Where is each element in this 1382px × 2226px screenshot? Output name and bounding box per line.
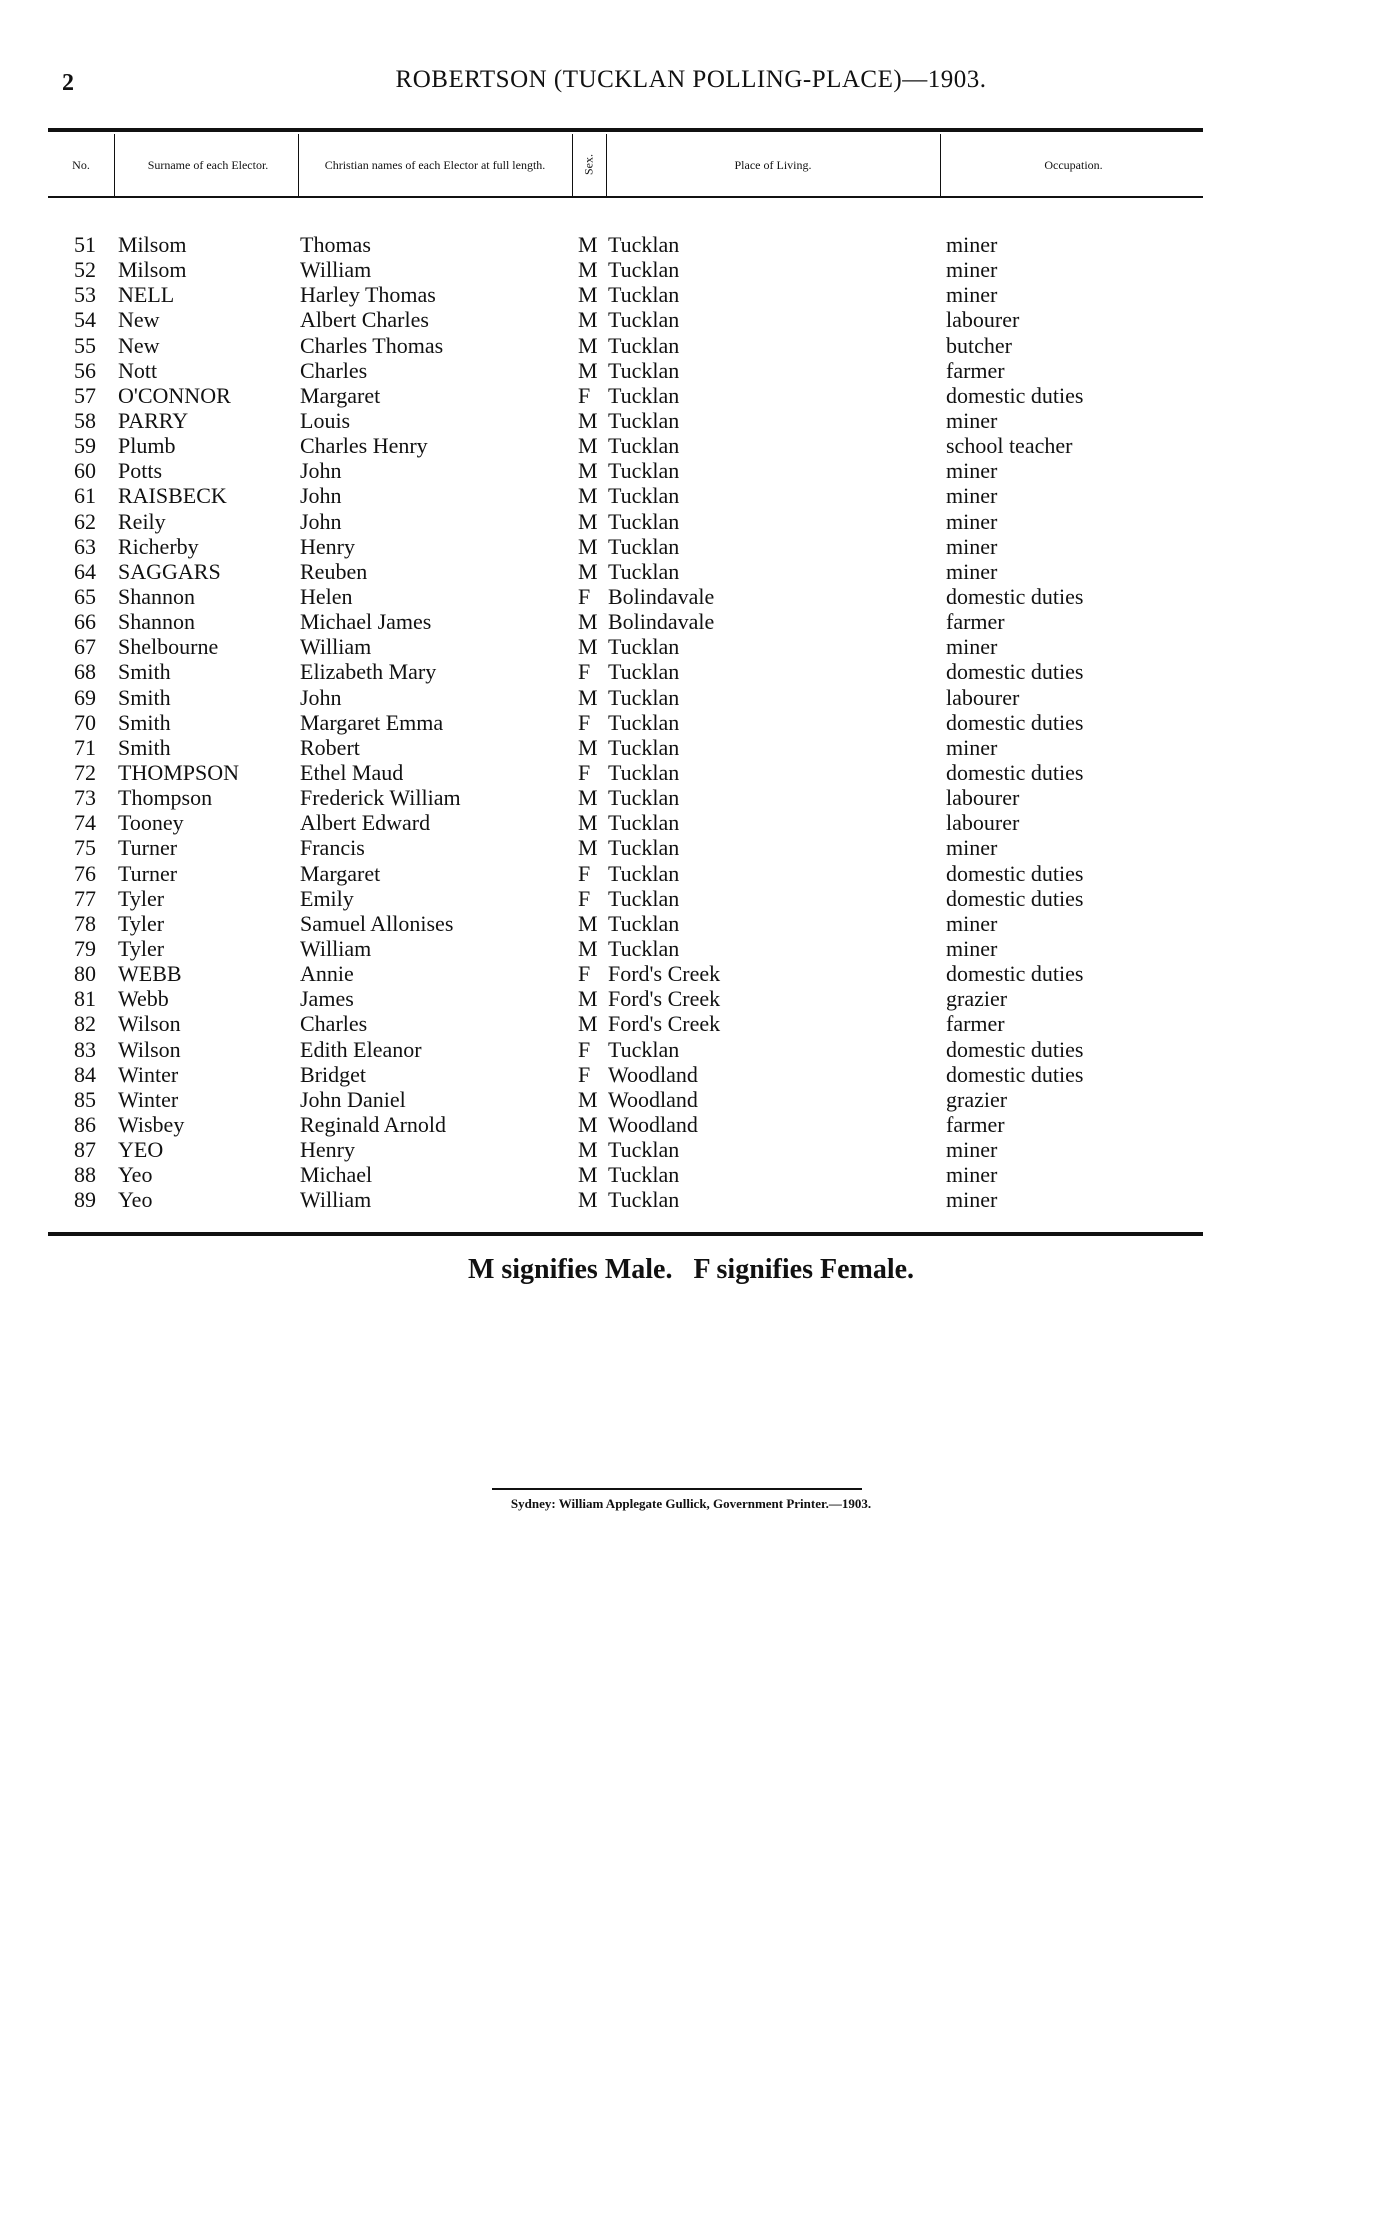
- table-row: [0, 1162, 1382, 1187]
- table-row: [0, 1137, 1382, 1162]
- elector-number: 74: [74, 810, 96, 836]
- elector-place-of-living: Tucklan: [608, 483, 680, 509]
- elector-place-of-living: Tucklan: [608, 835, 680, 861]
- elector-place-of-living: Tucklan: [608, 810, 680, 836]
- table-row: [0, 835, 1382, 860]
- elector-sex: M: [578, 458, 598, 484]
- elector-place-of-living: Ford's Creek: [608, 986, 721, 1012]
- elector-occupation: miner: [946, 508, 998, 534]
- elector-christian-names: Emily: [300, 885, 354, 911]
- elector-sex: M: [578, 1086, 598, 1112]
- table-row: [0, 333, 1382, 358]
- table-row: [0, 961, 1382, 986]
- elector-occupation: farmer: [946, 609, 1005, 635]
- elector-occupation: farmer: [946, 1011, 1005, 1037]
- elector-place-of-living: Woodland: [608, 1061, 698, 1087]
- elector-number: 82: [74, 1011, 96, 1037]
- elector-sex: F: [578, 709, 591, 735]
- elector-number: 55: [74, 332, 96, 358]
- elector-sex: M: [578, 910, 598, 936]
- elector-number: 57: [74, 382, 96, 408]
- elector-number: 66: [74, 609, 96, 635]
- elector-surname: THOMPSON: [118, 759, 240, 785]
- elector-sex: F: [578, 885, 591, 911]
- table-row: [0, 282, 1382, 307]
- elector-surname: New: [118, 332, 160, 358]
- elector-christian-names: Margaret: [300, 382, 381, 408]
- elector-occupation: miner: [946, 1162, 998, 1188]
- elector-occupation: domestic duties: [946, 759, 1084, 785]
- table-row: [0, 810, 1382, 835]
- table-row: [0, 1062, 1382, 1087]
- header-occupation: Occupation.: [1044, 157, 1103, 172]
- table-row: [0, 383, 1382, 408]
- elector-place-of-living: Tucklan: [608, 407, 680, 433]
- elector-number: 89: [74, 1187, 96, 1213]
- elector-surname: Shannon: [118, 609, 195, 635]
- table-row: [0, 659, 1382, 684]
- elector-christian-names: John: [300, 458, 342, 484]
- elector-christian-names: William: [300, 1187, 372, 1213]
- table-row: [0, 257, 1382, 282]
- elector-occupation: miner: [946, 458, 998, 484]
- elector-occupation: labourer: [946, 785, 1020, 811]
- elector-surname: O'CONNOR: [118, 382, 231, 408]
- elector-occupation: miner: [946, 835, 998, 861]
- elector-number: 81: [74, 986, 96, 1012]
- elector-place-of-living: Bolindavale: [608, 609, 715, 635]
- elector-surname: Milsom: [118, 232, 187, 257]
- elector-sex: M: [578, 935, 598, 961]
- elector-sex: M: [578, 684, 598, 710]
- elector-number: 83: [74, 1036, 96, 1062]
- elector-place-of-living: Tucklan: [608, 734, 680, 760]
- elector-place-of-living: Tucklan: [608, 433, 680, 459]
- elector-occupation: miner: [946, 734, 998, 760]
- elector-sex: M: [578, 810, 598, 836]
- elector-christian-names: Ethel Maud: [300, 759, 404, 785]
- header-top-rule: [48, 128, 1203, 132]
- elector-number: 58: [74, 407, 96, 433]
- elector-surname: Turner: [118, 835, 178, 861]
- table-row: [0, 936, 1382, 961]
- elector-place-of-living: Tucklan: [608, 1137, 680, 1163]
- elector-place-of-living: Tucklan: [608, 558, 680, 584]
- elector-number: 88: [74, 1162, 96, 1188]
- elector-christian-names: Albert Edward: [300, 810, 431, 836]
- elector-christian-names: Margaret: [300, 860, 381, 886]
- elector-christian-names: William: [300, 257, 372, 283]
- elector-occupation: school teacher: [946, 433, 1073, 459]
- elector-number: 85: [74, 1086, 96, 1112]
- elector-place-of-living: Tucklan: [608, 232, 680, 257]
- elector-number: 86: [74, 1111, 96, 1137]
- table-row: [0, 559, 1382, 584]
- elector-christian-names: Charles Henry: [300, 433, 428, 459]
- table-row: [0, 1037, 1382, 1062]
- elector-surname: Smith: [118, 734, 171, 760]
- elector-occupation: domestic duties: [946, 860, 1084, 886]
- elector-occupation: farmer: [946, 357, 1005, 383]
- elector-surname: Plumb: [118, 433, 176, 459]
- table-row: [0, 307, 1382, 332]
- elector-christian-names: Michael: [300, 1162, 373, 1188]
- table-row: [0, 735, 1382, 760]
- elector-surname: New: [118, 307, 160, 333]
- elector-christian-names: Reginald Arnold: [300, 1111, 447, 1137]
- elector-occupation: miner: [946, 483, 998, 509]
- elector-christian-names: Annie: [300, 961, 354, 987]
- elector-number: 76: [74, 860, 96, 886]
- elector-christian-names: James: [300, 986, 354, 1012]
- table-row: [0, 408, 1382, 433]
- elector-christian-names: Michael James: [300, 609, 432, 635]
- elector-surname: Turner: [118, 860, 178, 886]
- elector-place-of-living: Tucklan: [608, 684, 680, 710]
- table-row: [0, 685, 1382, 710]
- elector-number: 61: [74, 483, 96, 509]
- table-row: [0, 785, 1382, 810]
- elector-number: 73: [74, 785, 96, 811]
- elector-occupation: domestic duties: [946, 885, 1084, 911]
- elector-occupation: domestic duties: [946, 382, 1084, 408]
- elector-christian-names: Robert: [300, 734, 360, 760]
- elector-sex: F: [578, 860, 591, 886]
- elector-occupation: miner: [946, 935, 998, 961]
- elector-occupation: grazier: [946, 1086, 1008, 1112]
- elector-sex: M: [578, 357, 598, 383]
- header-divider: [606, 134, 607, 196]
- elector-place-of-living: Tucklan: [608, 382, 680, 408]
- elector-occupation: grazier: [946, 986, 1008, 1012]
- elector-christian-names: John: [300, 508, 342, 534]
- elector-surname: Shannon: [118, 583, 195, 609]
- elector-occupation: domestic duties: [946, 583, 1084, 609]
- elector-sex: M: [578, 433, 598, 459]
- header-divider: [114, 134, 115, 196]
- elector-sex: M: [578, 307, 598, 333]
- elector-occupation: farmer: [946, 1111, 1005, 1137]
- elector-place-of-living: Tucklan: [608, 860, 680, 886]
- elector-christian-names: John: [300, 684, 342, 710]
- elector-number: 65: [74, 583, 96, 609]
- elector-sex: M: [578, 1162, 598, 1188]
- elector-place-of-living: Tucklan: [608, 759, 680, 785]
- elector-occupation: miner: [946, 634, 998, 660]
- elector-surname: Yeo: [118, 1187, 153, 1213]
- elector-christian-names: John Daniel: [300, 1086, 406, 1112]
- elector-sex: F: [578, 382, 591, 408]
- elector-number: 56: [74, 357, 96, 383]
- elector-number: 84: [74, 1061, 96, 1087]
- elector-sex: M: [578, 609, 598, 635]
- elector-place-of-living: Tucklan: [608, 508, 680, 534]
- header-divider: [572, 134, 573, 196]
- elector-number: 67: [74, 634, 96, 660]
- elector-christian-names: Harley Thomas: [300, 282, 436, 308]
- elector-sex: M: [578, 483, 598, 509]
- elector-christian-names: Louis: [300, 407, 351, 433]
- elector-sex: F: [578, 759, 591, 785]
- header-divider: [940, 134, 941, 196]
- elector-sex: F: [578, 659, 591, 685]
- table-row: [0, 534, 1382, 559]
- elector-surname: YEO: [118, 1137, 164, 1163]
- elector-surname: WEBB: [118, 961, 182, 987]
- elector-place-of-living: Tucklan: [608, 533, 680, 559]
- elector-sex: M: [578, 332, 598, 358]
- elector-surname: Tyler: [118, 935, 165, 961]
- elector-christian-names: Charles Thomas: [300, 332, 444, 358]
- elector-occupation: miner: [946, 533, 998, 559]
- header-place: Place of Living.: [734, 157, 812, 172]
- elector-christian-names: Thomas: [300, 232, 371, 257]
- table-row: [0, 584, 1382, 609]
- elector-number: 70: [74, 709, 96, 735]
- elector-christian-names: Charles: [300, 357, 368, 383]
- table-row: [0, 358, 1382, 383]
- elector-christian-names: Bridget: [300, 1061, 366, 1087]
- elector-sex: F: [578, 1036, 591, 1062]
- elector-christian-names: Samuel Allonises: [300, 910, 454, 936]
- elector-surname: SAGGARS: [118, 558, 221, 584]
- table-row: [0, 911, 1382, 936]
- elector-christian-names: John: [300, 483, 342, 509]
- header-sex: Sex.: [581, 154, 596, 176]
- elector-occupation: domestic duties: [946, 961, 1084, 987]
- imprint-rule: [492, 1488, 862, 1490]
- elector-christian-names: Helen: [300, 583, 353, 609]
- elector-surname: Potts: [118, 458, 163, 484]
- table-row: [0, 433, 1382, 458]
- elector-surname: Milsom: [118, 257, 187, 283]
- elector-occupation: domestic duties: [946, 659, 1084, 685]
- elector-occupation: labourer: [946, 684, 1020, 710]
- elector-surname: Smith: [118, 684, 171, 710]
- elector-place-of-living: Tucklan: [608, 1162, 680, 1188]
- elector-christian-names: Elizabeth Mary: [300, 659, 437, 685]
- elector-christian-names: William: [300, 935, 372, 961]
- elector-place-of-living: Ford's Creek: [608, 1011, 721, 1037]
- elector-place-of-living: Tucklan: [608, 357, 680, 383]
- elector-sex: M: [578, 1011, 598, 1037]
- elector-place-of-living: Tucklan: [608, 785, 680, 811]
- elector-sex: M: [578, 232, 598, 257]
- elector-surname: Smith: [118, 709, 171, 735]
- elector-sex: F: [578, 961, 591, 987]
- elector-christian-names: Reuben: [300, 558, 368, 584]
- elector-occupation: miner: [946, 282, 998, 308]
- elector-surname: Tooney: [118, 810, 184, 836]
- elector-surname: Tyler: [118, 910, 165, 936]
- table-row: [0, 1011, 1382, 1036]
- table-row: [0, 509, 1382, 534]
- table-row: [0, 1112, 1382, 1137]
- elector-occupation: miner: [946, 558, 998, 584]
- elector-place-of-living: Tucklan: [608, 282, 680, 308]
- elector-surname: RAISBECK: [118, 483, 227, 509]
- elector-number: 54: [74, 307, 96, 333]
- elector-sex: M: [578, 407, 598, 433]
- elector-surname: Wilson: [118, 1011, 181, 1037]
- elector-occupation: butcher: [946, 332, 1012, 358]
- elector-number: 60: [74, 458, 96, 484]
- elector-occupation: miner: [946, 910, 998, 936]
- elector-surname: Reily: [118, 508, 166, 534]
- elector-number: 62: [74, 508, 96, 534]
- elector-christian-names: Charles: [300, 1011, 368, 1037]
- elector-sex: M: [578, 634, 598, 660]
- elector-number: 80: [74, 961, 96, 987]
- elector-number: 69: [74, 684, 96, 710]
- elector-place-of-living: Tucklan: [608, 634, 680, 660]
- elector-number: 64: [74, 558, 96, 584]
- elector-christian-names: William: [300, 634, 372, 660]
- elector-place-of-living: Tucklan: [608, 332, 680, 358]
- elector-surname: Webb: [118, 986, 169, 1012]
- table-row: [0, 232, 1382, 257]
- header-divider: [298, 134, 299, 196]
- elector-number: 77: [74, 885, 96, 911]
- sex-legend: M signifies Male. F signifies Female.: [467, 1254, 915, 1285]
- elector-occupation: miner: [946, 407, 998, 433]
- elector-sex: F: [578, 1061, 591, 1087]
- elector-occupation: domestic duties: [946, 709, 1084, 735]
- elector-surname: Winter: [118, 1086, 179, 1112]
- elector-sex: M: [578, 1187, 598, 1213]
- elector-number: 52: [74, 257, 96, 283]
- elector-sex: M: [578, 835, 598, 861]
- table-bottom-rule: [48, 1232, 1203, 1236]
- elector-number: 87: [74, 1137, 96, 1163]
- elector-christian-names: Francis: [300, 835, 365, 861]
- table-row: [0, 986, 1382, 1011]
- page-number: 2: [62, 70, 74, 96]
- elector-surname: NELL: [118, 282, 175, 308]
- elector-sex: M: [578, 558, 598, 584]
- elector-surname: Wilson: [118, 1036, 181, 1062]
- elector-number: 75: [74, 835, 96, 861]
- elector-surname: Wisbey: [118, 1111, 185, 1137]
- elector-place-of-living: Tucklan: [608, 709, 680, 735]
- elector-christian-names: Albert Charles: [300, 307, 429, 333]
- header-surname: Surname of each Elector.: [147, 157, 269, 172]
- printer-imprint: Sydney: William Applegate Gullick, Government Printer.—1903.: [510, 1496, 872, 1511]
- table-row: [0, 634, 1382, 659]
- table-row: [0, 483, 1382, 508]
- elector-place-of-living: Woodland: [608, 1086, 698, 1112]
- elector-number: 59: [74, 433, 96, 459]
- elector-place-of-living: Tucklan: [608, 885, 680, 911]
- page-title: ROBERTSON (TUCKLAN POLLING-PLACE)—1903.: [395, 66, 987, 93]
- header-bottom-rule: [48, 196, 1203, 198]
- elector-place-of-living: Tucklan: [608, 307, 680, 333]
- elector-sex: M: [578, 734, 598, 760]
- elector-surname: PARRY: [118, 407, 189, 433]
- elector-place-of-living: Tucklan: [608, 910, 680, 936]
- elector-sex: M: [578, 986, 598, 1012]
- table-row: [0, 458, 1382, 483]
- table-row: [0, 710, 1382, 735]
- table-row: [0, 886, 1382, 911]
- header-christian: Christian names of each Elector at full length.: [324, 157, 546, 172]
- elector-number: 53: [74, 282, 96, 308]
- elector-sex: M: [578, 533, 598, 559]
- elector-number: 68: [74, 659, 96, 685]
- elector-sex: M: [578, 1137, 598, 1163]
- elector-christian-names: Frederick William: [300, 785, 461, 811]
- elector-surname: Nott: [118, 357, 158, 383]
- elector-sex: M: [578, 1111, 598, 1137]
- elector-surname: Smith: [118, 659, 171, 685]
- table-row: [0, 1087, 1382, 1112]
- elector-place-of-living: Tucklan: [608, 1187, 680, 1213]
- elector-sex: F: [578, 583, 591, 609]
- elector-number: 51: [74, 232, 96, 257]
- elector-occupation: miner: [946, 257, 998, 283]
- elector-occupation: domestic duties: [946, 1061, 1084, 1087]
- elector-place-of-living: Tucklan: [608, 458, 680, 484]
- elector-christian-names: Henry: [300, 1137, 355, 1163]
- elector-number: 79: [74, 935, 96, 961]
- elector-occupation: domestic duties: [946, 1036, 1084, 1062]
- elector-surname: Winter: [118, 1061, 179, 1087]
- elector-occupation: miner: [946, 1137, 998, 1163]
- elector-place-of-living: Bolindavale: [608, 583, 715, 609]
- elector-christian-names: Margaret Emma: [300, 709, 444, 735]
- table-row: [0, 861, 1382, 886]
- table-row: [0, 760, 1382, 785]
- elector-place-of-living: Tucklan: [608, 257, 680, 283]
- electors-list: [0, 232, 1382, 1212]
- elector-sex: M: [578, 282, 598, 308]
- table-row: [0, 609, 1382, 634]
- elector-place-of-living: Ford's Creek: [608, 961, 721, 987]
- elector-place-of-living: Woodland: [608, 1111, 698, 1137]
- elector-surname: Richerby: [118, 533, 199, 559]
- elector-number: 72: [74, 759, 96, 785]
- elector-place-of-living: Tucklan: [608, 1036, 680, 1062]
- header-no: No.: [72, 157, 90, 172]
- elector-sex: M: [578, 785, 598, 811]
- elector-sex: M: [578, 508, 598, 534]
- elector-number: 71: [74, 734, 96, 760]
- elector-christian-names: Edith Eleanor: [300, 1036, 422, 1062]
- table-row: [0, 1187, 1382, 1212]
- elector-occupation: labourer: [946, 307, 1020, 333]
- elector-sex: M: [578, 257, 598, 283]
- elector-number: 63: [74, 533, 96, 559]
- elector-occupation: miner: [946, 1187, 998, 1213]
- elector-number: 78: [74, 910, 96, 936]
- elector-occupation: miner: [946, 232, 998, 257]
- elector-surname: Yeo: [118, 1162, 153, 1188]
- elector-surname: Shelbourne: [118, 634, 219, 660]
- elector-christian-names: Henry: [300, 533, 355, 559]
- elector-surname: Tyler: [118, 885, 165, 911]
- elector-surname: Thompson: [118, 785, 213, 811]
- elector-occupation: labourer: [946, 810, 1020, 836]
- elector-place-of-living: Tucklan: [608, 659, 680, 685]
- elector-place-of-living: Tucklan: [608, 935, 680, 961]
